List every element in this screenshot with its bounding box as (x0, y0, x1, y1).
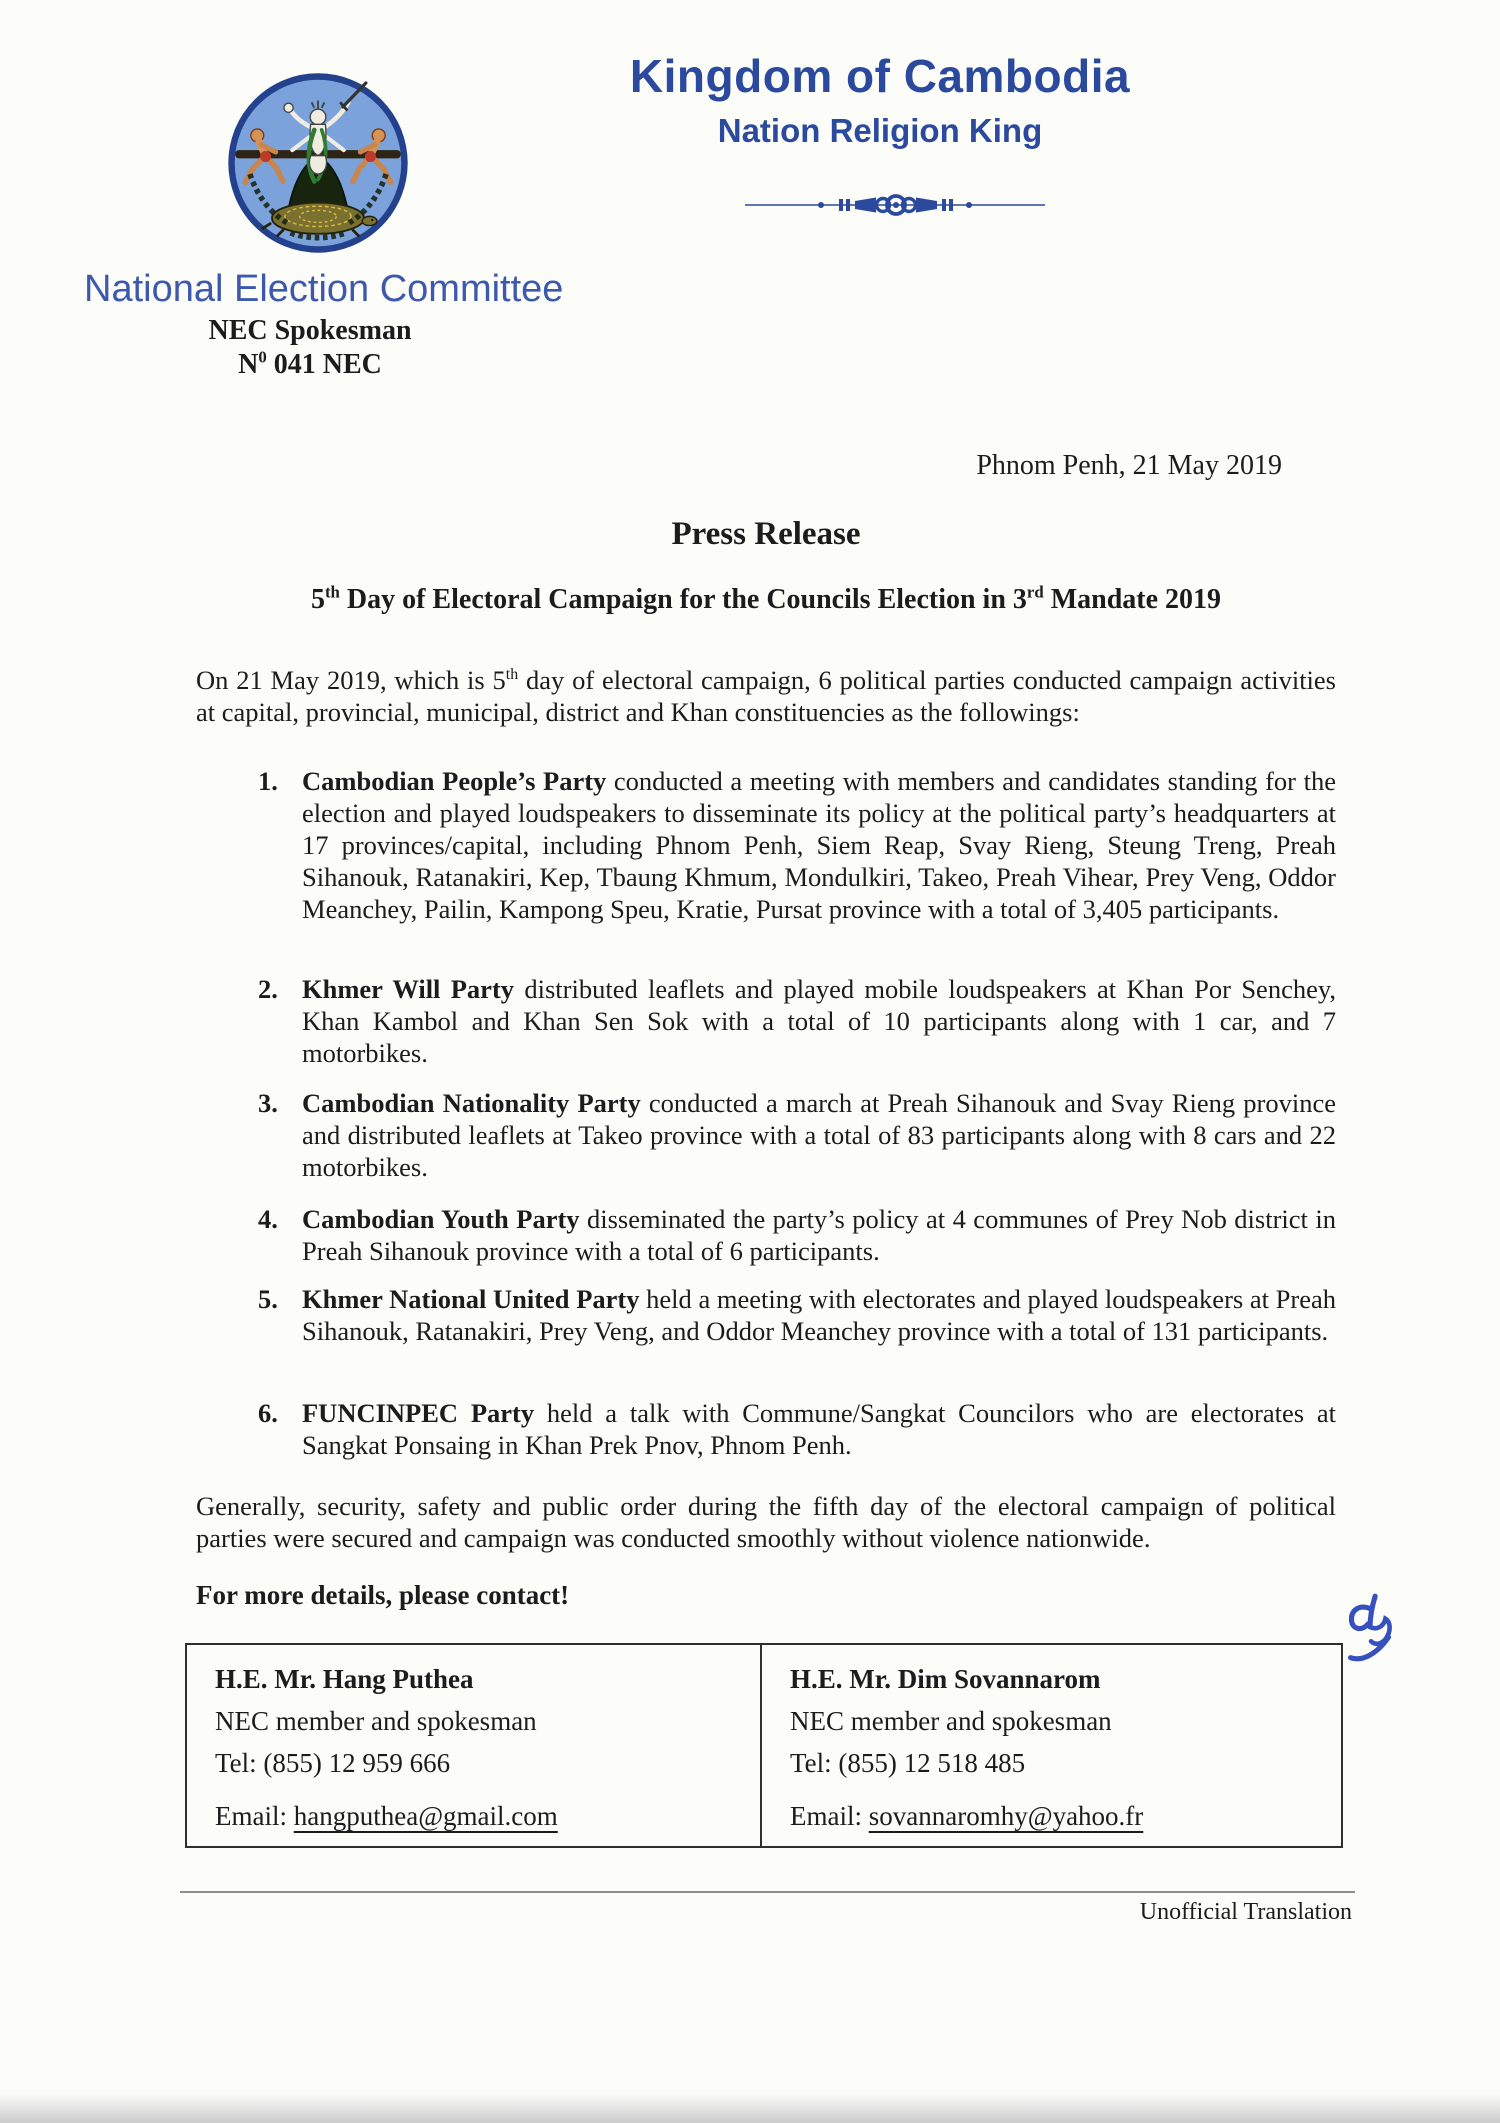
party-name: Khmer Will Party (302, 974, 515, 1004)
list-number: 4. (258, 1204, 278, 1234)
email-address: hangputhea@gmail.com (293, 1801, 558, 1831)
press-release-subtitle: 5th Day of Electoral Campaign for the Councils Election in 3rd Mandate 2019 (310, 582, 1222, 615)
email-address: sovannaromhy@yahoo.fr (868, 1801, 1144, 1831)
spokesman-line: NEC Spokesman (208, 315, 412, 346)
scan-shadow (0, 2093, 1500, 2123)
nec-emblem-icon (226, 70, 410, 256)
list-item-text: disseminated the party’s policy at 4 communes of Prey Nob district in Preah Sihanouk province with a total of 6 participants. (302, 1204, 1336, 1266)
press-release-title: Press Release (671, 516, 861, 552)
contact-tel: Tel: (855) 12 518 485 (790, 1748, 1026, 1778)
contact-role: NEC member and spokesman (790, 1706, 1112, 1736)
contact-role: NEC member and spokesman (215, 1706, 537, 1736)
ornamental-divider (745, 192, 1045, 218)
list-item-6 (196, 1397, 1336, 1461)
list-item-2 (196, 973, 1336, 1069)
list-item-text: held a meeting with electorates and played loudspeakers at Preah Sihanouk, Ratanakiri, Prey Veng, and Oddor Meanchey province with a total of 131 participants. (302, 1284, 1336, 1346)
motto-title: Nation Religion King (717, 111, 1043, 149)
ornamental-divider-icon (745, 192, 1045, 218)
closing-paragraph: Generally, security, safety and public order during the fifth day of the electoral campaign of political parties were secured and campaign was conducted smoothly without violence nationwide. (196, 1491, 1336, 1553)
list-number: 6. (258, 1398, 278, 1428)
party-name: Cambodian People’s Party (302, 766, 607, 796)
party-name: FUNCINPEC Party (302, 1398, 535, 1428)
contact-tel: Tel: (855) 12 959 666 (215, 1748, 451, 1778)
contact-name: H.E. Mr. Dim Sovannarom (790, 1664, 1101, 1694)
party-name: Khmer National United Party (302, 1284, 640, 1314)
list-number: 2. (258, 974, 278, 1004)
nec-emblem-logo (226, 70, 410, 256)
pen-initial-icon (1340, 1590, 1398, 1670)
list-number: 1. (258, 766, 278, 796)
contact-email: Email: sovannaromhy@yahoo.fr (790, 1801, 1144, 1831)
doc-number: $N^0$ 041 NEC (238, 347, 382, 380)
list-item-text: held a talk with Commune/Sangkat Councilors who are electorates at Sangkat Ponsaing in Khan Prek Pnov, Phnom Penh. (302, 1398, 1336, 1460)
footer-note: Unofficial Translation (1139, 1899, 1352, 1925)
contact-table (185, 1643, 1343, 1848)
contact-card-dim-sovannarom (762, 1645, 1341, 1846)
org-name: National Election Committee (84, 268, 564, 310)
footer-rule (180, 1891, 1355, 1893)
list-item-4 (196, 1203, 1336, 1267)
intro-paragraph: On 21 May 2019, which is 5th day of electoral campaign, 6 political parties conducted campaign activities at capital, provincial, municipal, district and Khan constituencies as the followings: (196, 665, 1336, 727)
contact-heading: For more details, please contact! (196, 1580, 570, 1610)
contact-card-hang-puthea (187, 1645, 762, 1846)
list-item-3 (196, 1087, 1336, 1183)
list-item-1 (196, 765, 1336, 925)
dateline: Phnom Penh, 21 May 2019 (976, 450, 1282, 481)
kingdom-title: Kingdom of Cambodia (629, 50, 1131, 102)
party-name: Cambodian Nationality Party (302, 1088, 641, 1118)
list-item-text: conducted a march at Preah Sihanouk and Svay Rieng province and distributed leaflets at Takeo province with a total of 83 participants along with 8 cars and 22 motorbikes. (302, 1088, 1336, 1182)
list-item-5 (196, 1283, 1336, 1347)
list-number: 3. (258, 1088, 278, 1118)
contact-email: Email: hangputhea@gmail.com (215, 1801, 558, 1831)
list-number: 5. (258, 1284, 278, 1314)
handwritten-initial-mark (1340, 1590, 1398, 1670)
list-item-text: conducted a meeting with members and candidates standing for the election and played loudspeakers to disseminate its policy at the political party’s headquarters at 17 provinces/capital, including Phnom Penh, Siem Reap, Svay Rieng, Steung Treng, Preah Sihanouk, Ratanakiri, Kep, Tbaung Khmum, Mondulkiri, Takeo, Preah Vihear, Prey Veng, Oddor Meanchey, Pailin, Kampong Speu, Kratie, Pursat province with a total of 3,405 participants. (302, 766, 1336, 924)
party-name: Cambodian Youth Party (302, 1204, 580, 1234)
contact-name: H.E. Mr. Hang Puthea (215, 1664, 474, 1694)
list-item-text: distributed leaflets and played mobile loudspeakers at Khan Por Senchey, Khan Kambol and Khan Sen Sok with a total of 10 participants along with 1 car, and 7 motorbikes. (302, 974, 1336, 1068)
